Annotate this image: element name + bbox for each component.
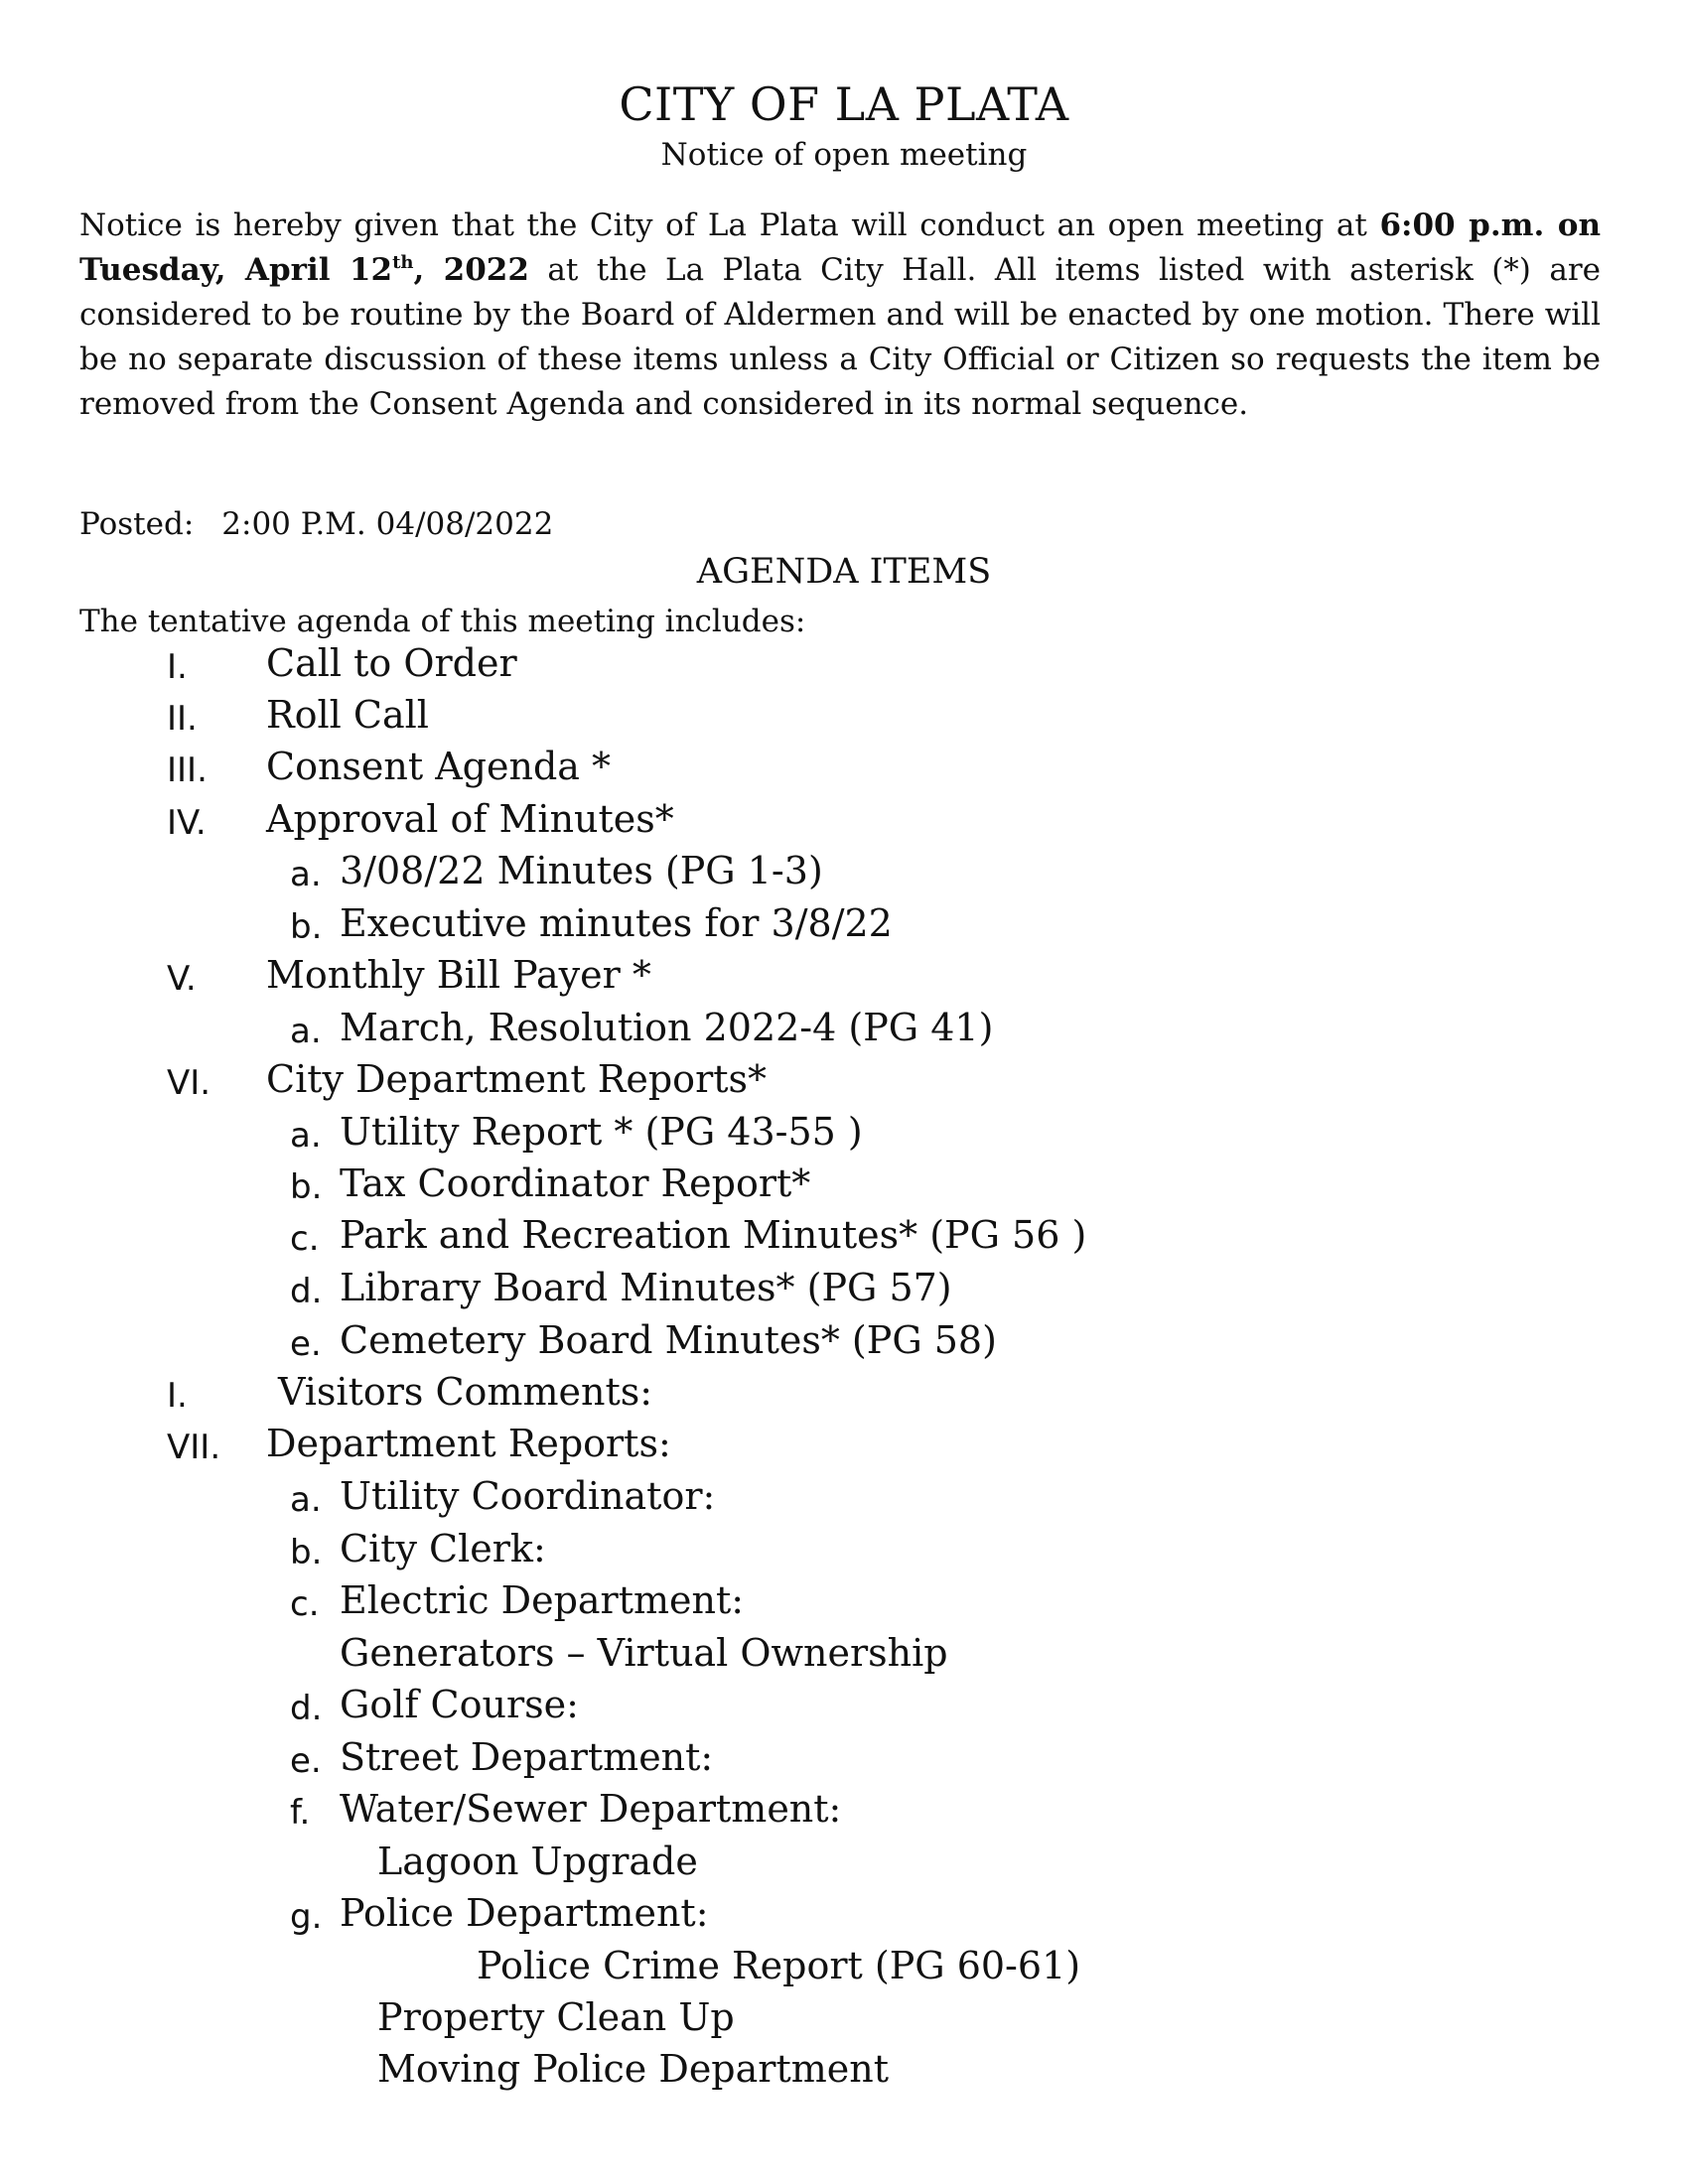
item-text: Visitors Comments: <box>278 1370 653 1414</box>
subitem-text: Utility Coordinator: <box>340 1474 716 1518</box>
subitem-text: March, Resolution 2022-4 (PG 41) <box>340 1006 994 1049</box>
subitem-text: 3/08/22 Minutes (PG 1-3) <box>340 849 823 892</box>
subitem-text: Street Department: <box>340 1735 714 1779</box>
subitem-letter: f. <box>290 1793 311 1833</box>
subitem-text: City Clerk: <box>340 1527 546 1570</box>
posted-line <box>79 506 553 542</box>
note-text: Moving Police Department <box>377 2047 889 2091</box>
agenda-intro: The tentative agenda of this meeting includes: <box>79 604 806 639</box>
subitem-text: Utility Report * (PG 43-55 ) <box>340 1110 863 1154</box>
subitem-text: Water/Sewer Department: <box>340 1787 842 1831</box>
note-text: Police Crime Report (PG 60-61) <box>477 1944 1081 1987</box>
subitem-letter: a. <box>290 1116 322 1156</box>
subitem-letter: e. <box>290 1324 322 1364</box>
notice-bold-1: 6:00 p.m. on Tuesday, April 12 <box>79 207 1602 288</box>
subitem-letter: d. <box>290 1689 323 1728</box>
subitem-letter: c. <box>290 1584 320 1624</box>
note-text: Generators – Virtual Ownership <box>340 1631 948 1675</box>
notice-superscript: th <box>392 252 414 273</box>
posted-value: 2:00 P.M. 04/08/2022 <box>221 506 554 542</box>
notice-text-2: at the La Plata City Hall. All items listed with asterisk (*) are considered to be routine by the Board of Aldermen and will be enacted by one motion. There will be no separate discussion of these items unless a City Official or Citizen so requests the item be removed from the Consent Agenda and considered in its normal sequence. <box>79 252 1601 422</box>
item-number: I. <box>167 647 188 687</box>
item-text: City Department Reports* <box>266 1057 768 1101</box>
posted-label: Posted: <box>79 506 195 542</box>
subitem-letter: b. <box>290 1167 323 1207</box>
subitem-letter: a. <box>290 1480 322 1520</box>
subitem-text: Executive minutes for 3/8/22 <box>340 901 893 945</box>
item-number: I. <box>167 1376 188 1416</box>
subitem-text: Library Board Minutes* (PG 57) <box>340 1266 952 1309</box>
agenda-heading: AGENDA ITEMS <box>696 552 992 592</box>
notice-paragraph <box>79 204 1601 427</box>
subitem-text: Police Department: <box>340 1891 709 1935</box>
item-number: V. <box>167 959 197 999</box>
item-text: Roll Call <box>266 693 429 737</box>
subitem-letter: e. <box>290 1741 322 1781</box>
subitem-text: Tax Coordinator Report* <box>340 1161 811 1205</box>
subitem-text: Golf Course: <box>340 1683 579 1726</box>
subitem-text: Cemetery Board Minutes* (PG 58) <box>340 1318 997 1362</box>
item-text: Approval of Minutes* <box>266 797 674 841</box>
item-text: Monthly Bill Payer * <box>266 953 651 997</box>
subitem-letter: a. <box>290 855 322 894</box>
subitem-letter: b. <box>290 1533 323 1572</box>
subitem-letter: d. <box>290 1272 323 1311</box>
subitem-letter: b. <box>290 907 323 947</box>
subitem-text: Electric Department: <box>340 1578 745 1622</box>
document-subtitle: Notice of open meeting <box>660 137 1028 173</box>
note-text: Property Clean Up <box>377 1995 735 2039</box>
note-text: Lagoon Upgrade <box>377 1840 698 1883</box>
subitem-letter: c. <box>290 1219 320 1259</box>
subitem-text: Park and Recreation Minutes* (PG 56 ) <box>340 1213 1087 1257</box>
item-number: III. <box>167 751 208 790</box>
document-title: CITY OF LA PLATA <box>619 77 1069 131</box>
subitem-letter: g. <box>290 1897 323 1937</box>
item-number: VI. <box>167 1063 211 1103</box>
item-text: Call to Order <box>266 641 517 685</box>
item-number: VII. <box>167 1428 221 1467</box>
subitem-letter: a. <box>290 1012 322 1051</box>
item-number: II. <box>167 699 198 739</box>
item-text: Consent Agenda * <box>266 745 612 788</box>
notice-bold-2: , 2022 <box>413 252 529 288</box>
item-text: Department Reports: <box>266 1422 671 1465</box>
item-number: IV. <box>167 803 207 843</box>
notice-text-1: Notice is hereby given that the City of La Plata will conduct an open meeting at <box>79 207 1380 243</box>
